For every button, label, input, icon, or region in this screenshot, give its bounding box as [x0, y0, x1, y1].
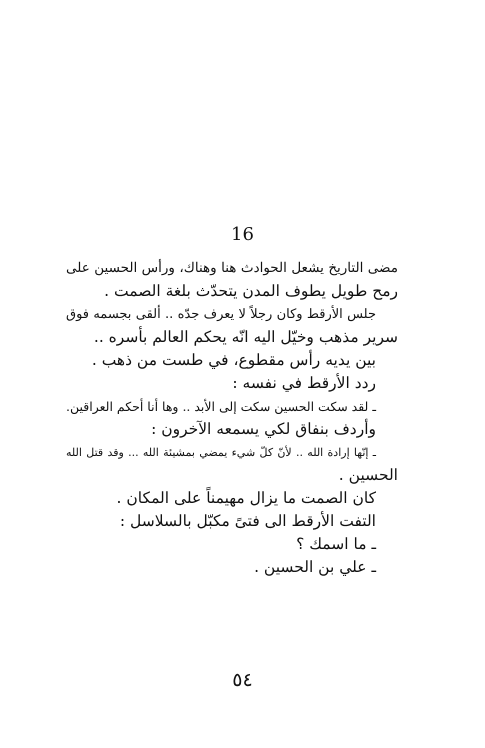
text-line-3: جلس الأرقط وكان رجلاً لا يعرف جدّه .. ألقى بجسمه فوق — [66, 307, 376, 322]
text-line-6: ردد الأرقط في نفسه : — [232, 374, 376, 392]
text-line-9: ـ إنّها إرادة الله .. لأنّ كلّ شيء يمضي بمشيئة الله ... وقد قتل الله — [66, 446, 376, 459]
text-line-1: مضى التاريخ يشعل الحوادث هنا وهناك، ورأس الحسين على — [66, 260, 398, 276]
text-line-10: الحسين . — [338, 466, 398, 484]
text-line-14: ـ علي بن الحسين . — [254, 558, 376, 576]
text-line-12: التفت الأرقط الى فتىً مكبّل بالسلاسل : — [119, 512, 376, 530]
page-number-latin: 16 — [231, 224, 254, 245]
text-line-7: ـ لقد سكت الحسين سكت إلى الأبد .. وها أنا أحكم العراقين. — [66, 399, 376, 414]
text-line-13: ـ ما اسمك ؟ — [296, 535, 376, 553]
text-line-11: كان الصمت ما يزال مهيمناً على المكان . — [116, 489, 376, 507]
text-line-8: وأردف بنفاق لكي يسمعه الآخرون : — [151, 420, 376, 438]
text-line-4: سرير مذهب وخيّل اليه انّه يحكم العالم بأسره .. — [93, 328, 398, 346]
text-line-2: رمح طويل يطوف المدن يتحدّث بلغة الصمت . — [104, 282, 398, 300]
page-number-arabic: ٥٤ — [232, 669, 253, 691]
text-line-5: بين يديه رأس مقطوع، في طست من ذهب . — [91, 351, 376, 369]
body-text — [66, 257, 398, 579]
